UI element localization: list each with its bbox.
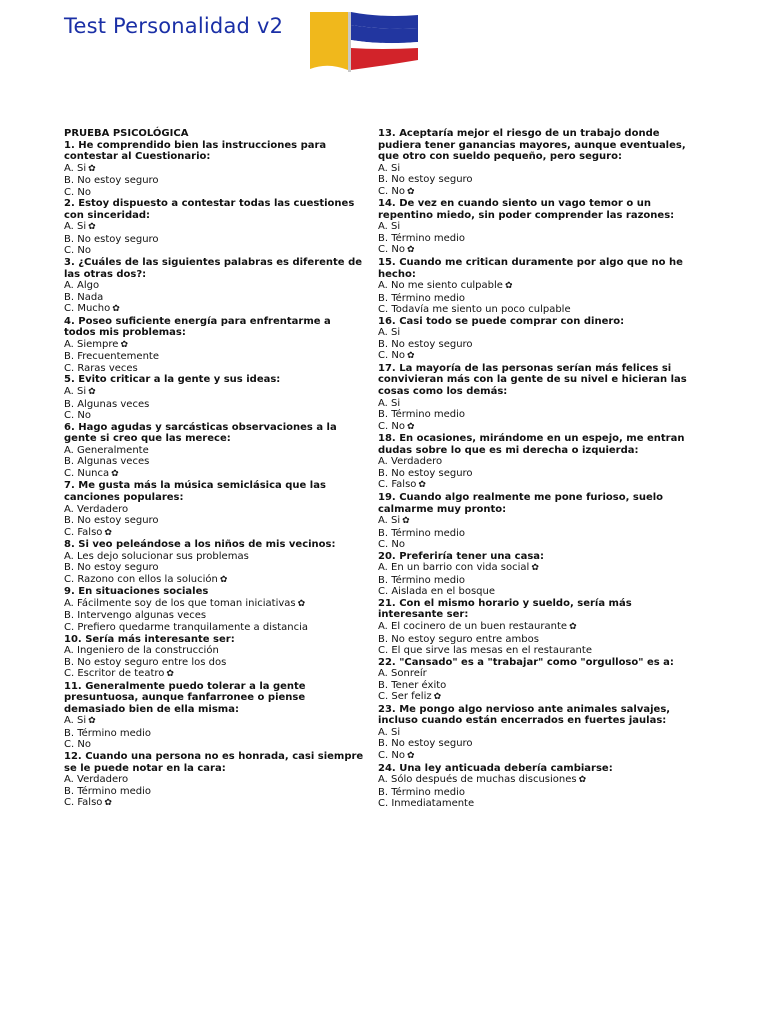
answer-option — [64, 645, 364, 657]
question-block — [64, 198, 364, 257]
answer-option-label: A. Verdadero — [64, 774, 129, 786]
question-text: 23. Me pongo algo nervioso ante animales salvajes, incluso cuando están encerrados en fuertes jaulas: — [378, 703, 671, 727]
answer-option — [64, 668, 364, 681]
question-text: 22. "Cansado" es a "trabajar" como "orgulloso" es a: — [378, 656, 674, 668]
answer-option — [64, 292, 364, 304]
right-question-list — [378, 128, 693, 810]
answer-option-label: B. No estoy seguro — [64, 515, 159, 527]
answer-option-label: B. No estoy seguro entre los dos — [64, 656, 227, 668]
answer-option-label: A. Si — [378, 397, 401, 409]
answer-option-label: B. Término medio — [64, 785, 152, 797]
answer-option — [64, 280, 364, 292]
answer-option — [378, 244, 693, 257]
answer-option — [378, 174, 693, 186]
question-block — [64, 681, 364, 751]
answer-option-label: A. Ingeniero de la construcción — [64, 645, 219, 657]
answer-option-label: C. Razono con ellos la solución — [64, 573, 218, 585]
answer-option — [64, 786, 364, 798]
answer-option-label: C. No — [378, 539, 405, 551]
question-text: 6. Hago agudas y sarcásticas observaciones a la gente si creo que las merece: — [64, 421, 337, 445]
answer-option-label: A. Si — [378, 221, 401, 233]
selected-flower-icon: ✿ — [406, 245, 415, 256]
answer-option-label: A. Si — [64, 162, 87, 174]
answer-option-label: C. El que sirve las mesas en el restaurante — [378, 645, 592, 657]
answer-option-label: C. Falso — [64, 797, 103, 809]
answer-option — [378, 350, 693, 363]
answer-option — [64, 363, 364, 375]
question-block — [378, 657, 693, 704]
answer-option — [378, 621, 693, 634]
selected-flower-icon: ✿ — [88, 716, 96, 727]
answer-option — [378, 738, 693, 750]
question-text: 19. Cuando algo realmente me pone furioso, suelo calmarme muy pronto: — [378, 491, 664, 515]
question-text: 9. En situaciones sociales — [64, 586, 209, 598]
selected-flower-icon: ✿ — [297, 598, 306, 609]
selected-flower-icon: ✿ — [111, 468, 119, 479]
answer-option-label: C. Ser feliz — [378, 691, 432, 703]
answer-option-label: A. Si — [378, 515, 401, 527]
question-block — [378, 257, 693, 316]
answer-option-label: B. No estoy seguro — [378, 174, 473, 186]
answer-option-label: A. No me siento culpable — [378, 280, 503, 292]
answer-option-label: B. No estoy seguro — [64, 562, 159, 574]
answer-option-label: B. Término medio — [64, 727, 152, 739]
question-text: 24. Una ley anticuada debería cambiarse: — [378, 762, 613, 774]
selected-flower-icon: ✿ — [406, 351, 415, 362]
answer-option — [64, 410, 364, 422]
answer-option — [378, 634, 693, 646]
answer-option — [378, 304, 693, 316]
question-block — [64, 586, 364, 633]
answer-option-label: A. Verdadero — [378, 456, 443, 468]
selected-flower-icon: ✿ — [104, 527, 112, 538]
answer-option — [64, 175, 364, 187]
answer-option — [378, 468, 693, 480]
answer-option — [378, 221, 693, 233]
question-block — [64, 422, 364, 481]
question-block — [378, 704, 693, 763]
answer-option-label: B. Término medio — [378, 292, 466, 304]
selected-flower-icon: ✿ — [166, 669, 174, 680]
answer-option — [378, 575, 693, 587]
answer-option-label: C. No — [64, 410, 91, 422]
answer-option-label: C. No — [64, 245, 91, 257]
questions-left-column — [64, 128, 364, 810]
answer-option-label: C. Nunca — [64, 467, 110, 479]
answer-option — [64, 739, 364, 751]
selected-flower-icon: ✿ — [112, 304, 120, 315]
question-block — [378, 551, 693, 598]
answer-option — [378, 691, 693, 704]
selected-flower-icon: ✿ — [418, 480, 426, 491]
answer-option-label: A. Si — [64, 386, 87, 398]
question-block — [64, 751, 364, 810]
selected-flower-icon: ✿ — [88, 163, 96, 174]
test-heading: PRUEBA PSICOLÓGICA — [64, 128, 189, 139]
answer-option-label: B. Intervengo algunas veces — [64, 610, 207, 622]
answer-option — [378, 398, 693, 410]
answer-option-label: A. Verdadero — [64, 503, 129, 515]
answer-option-label: A. Si — [64, 715, 87, 727]
answer-option — [378, 727, 693, 739]
answer-option-label: C. Prefiero quedarme tranquilamente a distancia — [64, 621, 308, 633]
answer-option-label: C. No — [64, 739, 91, 751]
answer-option — [378, 233, 693, 245]
answer-option — [378, 327, 693, 339]
question-text: 14. De vez en cuando siento un vago temor o un repentino miedo, sin poder comprender las razones: — [378, 198, 675, 221]
answer-option-label: B. Nada — [64, 291, 104, 303]
answer-option — [378, 787, 693, 799]
answer-option — [378, 645, 693, 657]
selected-flower-icon: ✿ — [406, 750, 415, 761]
answer-option — [64, 456, 364, 468]
question-text: 20. Preferiría tener una casa: — [378, 550, 545, 562]
answer-option — [64, 351, 364, 363]
answer-option — [64, 728, 364, 740]
answer-option — [378, 668, 693, 680]
question-text: 18. En ocasiones, mirándome en un espejo, me entran dudas sobre lo que es mi derecha o izquierda: — [378, 433, 685, 456]
answer-option-label: A. Si — [378, 726, 401, 738]
selected-flower-icon: ✿ — [88, 222, 96, 233]
answer-option-label: B. No estoy seguro — [378, 467, 473, 479]
answer-option — [378, 163, 693, 175]
answer-option-label: A. Les dejo solucionar sus problemas — [64, 550, 249, 562]
answer-option — [64, 386, 364, 399]
question-text: 3. ¿Cuáles de las siguientes palabras es diferente de las otras dos?: — [64, 257, 363, 280]
answer-option-label: B. Tener éxito — [378, 679, 447, 691]
question-text: 21. Con el mismo horario y sueldo, sería más interesante ser: — [378, 597, 632, 621]
answer-option-label: A. Siempre — [64, 338, 119, 350]
question-block — [64, 634, 364, 681]
answer-option-label: B. Término medio — [378, 786, 466, 798]
answer-option-label: C. Todavía me siento un poco culpable — [378, 304, 571, 316]
selected-flower-icon: ✿ — [402, 516, 410, 527]
answer-option — [378, 293, 693, 305]
answer-option-label: C. No — [64, 186, 91, 198]
answer-option-label: C. Raras veces — [64, 362, 138, 374]
answer-option — [64, 527, 364, 540]
question-block — [378, 763, 693, 810]
selected-flower-icon: ✿ — [406, 421, 415, 432]
answer-option — [64, 303, 364, 316]
answer-option-label: B. Término medio — [378, 574, 466, 586]
question-block — [64, 140, 364, 199]
answer-option-label: C. Aislada en el bosque — [378, 586, 496, 598]
answer-option — [64, 598, 364, 611]
answer-option — [378, 750, 693, 763]
answer-option — [64, 515, 364, 527]
answer-option-label: A. Si — [378, 162, 401, 174]
answer-option — [378, 539, 693, 551]
answer-option — [378, 280, 693, 293]
answer-option — [64, 445, 364, 457]
answer-option-label: C. No — [378, 244, 405, 256]
selected-flower-icon: ✿ — [406, 186, 415, 197]
answer-option — [64, 234, 364, 246]
answer-option — [378, 421, 693, 434]
answer-option — [64, 562, 364, 574]
answer-option-label: C. No — [378, 420, 405, 432]
answer-option-label: B. Frecuentemente — [64, 351, 159, 363]
answer-option-label: A. Fácilmente soy de los que toman iniciativas — [64, 597, 296, 609]
answer-option — [378, 456, 693, 468]
answer-option-label: B. Término medio — [378, 527, 466, 539]
answer-option — [64, 622, 364, 634]
answer-option — [378, 186, 693, 199]
page-title: Test Personalidad v2 — [64, 14, 284, 38]
answer-option — [64, 574, 364, 587]
answer-option — [64, 245, 364, 257]
question-block — [64, 316, 364, 375]
answer-option-label: A. Si — [378, 327, 401, 339]
question-block — [64, 374, 364, 421]
selected-flower-icon: ✿ — [104, 798, 112, 809]
answer-option-label: C. Falso — [64, 526, 103, 538]
question-text: 11. Generalmente puedo tolerar a la gente presuntuosa, aunque fanfarronee o piense demasiado bien de ella misma: — [64, 680, 306, 715]
answer-option — [64, 551, 364, 563]
answer-option-label: A. Si — [64, 221, 87, 233]
question-text: 8. Si veo peleándose a los niños de mis vecinos: — [64, 539, 336, 551]
selected-flower-icon: ✿ — [120, 339, 128, 350]
answer-option-label: B. No estoy seguro entre ambos — [378, 633, 539, 645]
answer-option — [64, 504, 364, 516]
question-text: 13. Aceptaría mejor el riesgo de un trabajo donde pudiera tener ganancias mayores, aunque eventuales, que otro con sueldo pequeño, pero seguro: — [378, 128, 686, 163]
left-question-list — [64, 140, 364, 810]
answer-option-label: C. No — [378, 749, 405, 761]
answer-option — [378, 680, 693, 692]
answer-option-label: C. Falso — [378, 479, 417, 491]
selected-flower-icon: ✿ — [569, 621, 577, 632]
answer-option — [64, 715, 364, 728]
answer-option — [64, 221, 364, 234]
question-text: 15. Cuando me critican duramente por algo que no he hecho: — [378, 257, 683, 280]
answer-option — [378, 562, 693, 575]
answer-option-label: B. Término medio — [378, 409, 466, 421]
answer-option — [64, 468, 364, 481]
selected-flower-icon: ✿ — [88, 387, 96, 398]
question-block — [64, 480, 364, 539]
question-block — [378, 492, 693, 551]
answer-option-label: B. Término medio — [378, 232, 466, 244]
answer-option — [378, 409, 693, 421]
questions-right-column — [378, 128, 693, 810]
answer-option-label: C. Inmediatamente — [378, 798, 475, 810]
selected-flower-icon: ✿ — [531, 563, 539, 574]
answer-option — [378, 774, 693, 787]
answer-option-label: B. No estoy seguro — [378, 738, 473, 750]
answer-option-label: C. Escritor de teatro — [64, 668, 165, 680]
answer-option — [64, 399, 364, 411]
question-block — [64, 539, 364, 586]
question-block — [378, 363, 693, 433]
question-block — [378, 598, 693, 657]
answer-option — [64, 657, 364, 669]
answer-option — [378, 479, 693, 492]
answer-option — [64, 339, 364, 352]
answer-option — [378, 798, 693, 810]
question-text: 2. Estoy dispuesto a contestar todas las cuestiones con sinceridad: — [64, 198, 355, 221]
answer-option — [378, 586, 693, 598]
answer-option — [64, 797, 364, 810]
answer-option — [64, 610, 364, 622]
answer-option-label: C. No — [378, 350, 405, 362]
answer-option-label: B. Algunas veces — [64, 456, 150, 468]
selected-flower-icon: ✿ — [433, 692, 442, 703]
question-text: 10. Sería más interesante ser: — [64, 633, 235, 645]
question-block — [378, 128, 693, 198]
book-flag-logo — [310, 12, 422, 74]
selected-flower-icon: ✿ — [504, 281, 513, 292]
answer-option-label: A. Algo — [64, 280, 100, 292]
answer-option-label: A. Sólo después de muchas discusiones — [378, 774, 577, 786]
answer-option-label: A. En un barrio con vida social — [378, 562, 530, 574]
answer-option-label: A. Generalmente — [64, 444, 149, 456]
selected-flower-icon: ✿ — [219, 574, 228, 585]
answer-option — [64, 163, 364, 176]
answer-option-label: A. El cocinero de un buen restaurante — [378, 620, 568, 632]
question-block — [378, 198, 693, 257]
answer-option-label: B. Algunas veces — [64, 398, 150, 410]
answer-option-label: B. No estoy seguro — [378, 338, 473, 350]
question-text: 5. Evito criticar a la gente y sus ideas: — [64, 374, 281, 386]
question-text: 16. Casi todo se puede comprar con dinero: — [378, 315, 625, 327]
question-text: 1. He comprendido bien las instrucciones para contestar al Cuestionario: — [64, 139, 327, 163]
answer-option — [378, 339, 693, 351]
answer-option — [378, 515, 693, 528]
answer-option-label: B. No estoy seguro — [64, 233, 159, 245]
question-text: 4. Poseo suficiente energía para enfrentarme a todos mis problemas: — [64, 315, 331, 339]
question-block — [378, 316, 693, 363]
answer-option — [64, 774, 364, 786]
selected-flower-icon: ✿ — [578, 775, 587, 786]
question-block — [64, 257, 364, 316]
answer-option-label: C. Mucho — [64, 303, 111, 315]
question-text: 17. La mayoría de las personas serían más felices si convivieran más con la gente de su nivel e hicieran las cosas como los demás: — [378, 362, 687, 398]
answer-option-label: A. Sonreír — [378, 668, 427, 680]
question-block — [378, 433, 693, 492]
question-text: 7. Me gusta más la música semiclásica que las canciones populares: — [64, 480, 326, 503]
answer-option-label: B. No estoy seguro — [64, 175, 159, 187]
answer-option — [378, 528, 693, 540]
answer-option-label: C. No — [378, 185, 405, 197]
question-text: 12. Cuando una persona no es honrada, casi siempre se le puede notar en la cara: — [64, 750, 364, 774]
answer-option — [64, 187, 364, 199]
